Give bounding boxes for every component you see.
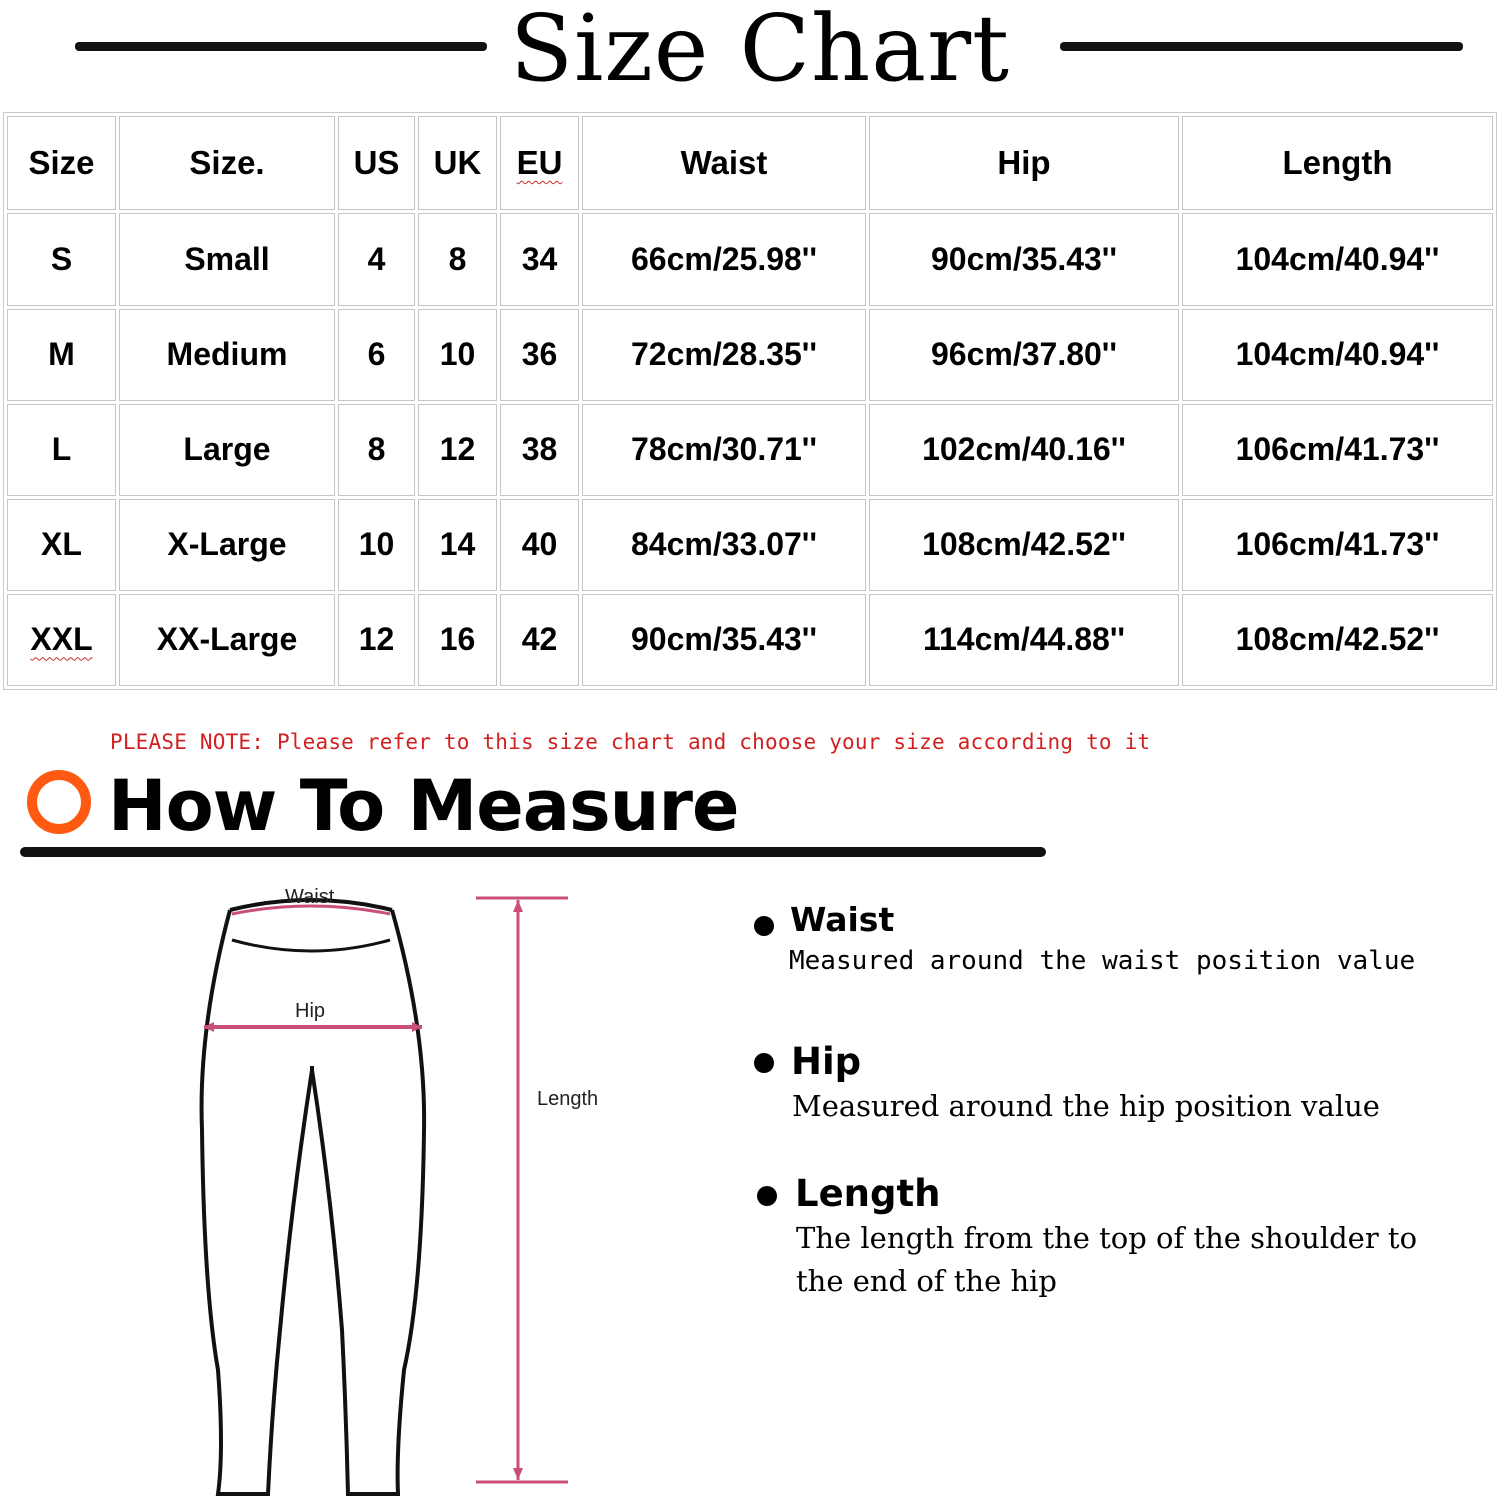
cell-hip: 108cm/42.52'' [869, 499, 1179, 591]
cell-size-name: Medium [119, 309, 335, 401]
waist-item-description: Measured around the waist position value [789, 946, 1416, 976]
hip-item-title: Hip [791, 1040, 862, 1083]
cell-eu: 40 [500, 499, 579, 591]
cell-length: 108cm/42.52'' [1182, 594, 1493, 686]
cell-length: 104cm/40.94'' [1182, 309, 1493, 401]
title-right-rule [1060, 42, 1463, 51]
page-title: Size Chart [509, 0, 1011, 102]
header-length: Length [1182, 116, 1493, 210]
table-header-row [7, 116, 1493, 210]
cell-us: 6 [338, 309, 415, 401]
how-to-measure-rule [20, 847, 1046, 857]
cell-length: 104cm/40.94'' [1182, 213, 1493, 305]
cell-us: 4 [338, 213, 415, 305]
cell-uk: 10 [418, 309, 497, 401]
cell-size: S [7, 213, 116, 305]
length-bullet-icon [757, 1186, 777, 1206]
cell-eu: 42 [500, 594, 579, 686]
cell-us: 10 [338, 499, 415, 591]
cell-hip: 96cm/37.80'' [869, 309, 1179, 401]
header-eu: EU [500, 116, 579, 210]
cell-uk: 12 [418, 404, 497, 496]
cell-eu: 38 [500, 404, 579, 496]
cell-waist: 90cm/35.43'' [582, 594, 866, 686]
size-table [3, 112, 1497, 690]
cell-size-name: Small [119, 213, 335, 305]
cell-size: L [7, 404, 116, 496]
cell-waist: 72cm/28.35'' [582, 309, 866, 401]
cell-uk: 8 [418, 213, 497, 305]
cell-waist: 78cm/30.71'' [582, 404, 866, 496]
table-row [7, 594, 1493, 686]
waist-bullet-icon [754, 916, 774, 936]
length-item-title: Length [795, 1172, 941, 1215]
hip-bullet-icon [754, 1053, 774, 1073]
circle-bullet-icon [27, 770, 91, 834]
cell-hip: 90cm/35.43'' [869, 213, 1179, 305]
table-row [7, 499, 1493, 591]
size-note: PLEASE NOTE: Please refer to this size chart and choose your size according to it [110, 730, 1151, 754]
cell-eu: 36 [500, 309, 579, 401]
length-item-description-line-1: The length from the top of the shoulder to [796, 1221, 1418, 1255]
header-hip: Hip [869, 116, 1179, 210]
waistband-bottom [232, 940, 390, 951]
pants-outline [202, 910, 425, 1494]
cell-uk: 16 [418, 594, 497, 686]
hip-item-description: Measured around the hip position value [792, 1089, 1380, 1123]
header-size-name: Size. [119, 116, 335, 210]
title-left-rule [75, 42, 487, 51]
waist-item-title: Waist [790, 900, 895, 939]
how-to-measure-title: How To Measure [108, 765, 739, 847]
waist-diagram-label: Waist [285, 886, 335, 908]
table-row [7, 404, 1493, 496]
header-waist: Waist [582, 116, 866, 210]
header-us: US [338, 116, 415, 210]
length-item-description-line-2: the end of the hip [796, 1264, 1057, 1298]
cell-size-name: XX-Large [119, 594, 335, 686]
table-row [7, 213, 1493, 305]
table-row [7, 309, 1493, 401]
cell-uk: 14 [418, 499, 497, 591]
cell-size: XL [7, 499, 116, 591]
cell-length: 106cm/41.73'' [1182, 499, 1493, 591]
cell-us: 8 [338, 404, 415, 496]
cell-hip: 102cm/40.16'' [869, 404, 1179, 496]
cell-eu: 34 [500, 213, 579, 305]
cell-size: M [7, 309, 116, 401]
cell-us: 12 [338, 594, 415, 686]
cell-waist: 66cm/25.98'' [582, 213, 866, 305]
cell-size-name: X-Large [119, 499, 335, 591]
pants-diagram [180, 870, 640, 1500]
header-uk: UK [418, 116, 497, 210]
length-diagram-label: Length [537, 1088, 599, 1110]
hip-diagram-label: Hip [295, 1000, 326, 1022]
cell-length: 106cm/41.73'' [1182, 404, 1493, 496]
header-size: Size [7, 116, 116, 210]
cell-size-name: Large [119, 404, 335, 496]
cell-size: XXL [7, 594, 116, 686]
cell-waist: 84cm/33.07'' [582, 499, 866, 591]
cell-hip: 114cm/44.88'' [869, 594, 1179, 686]
